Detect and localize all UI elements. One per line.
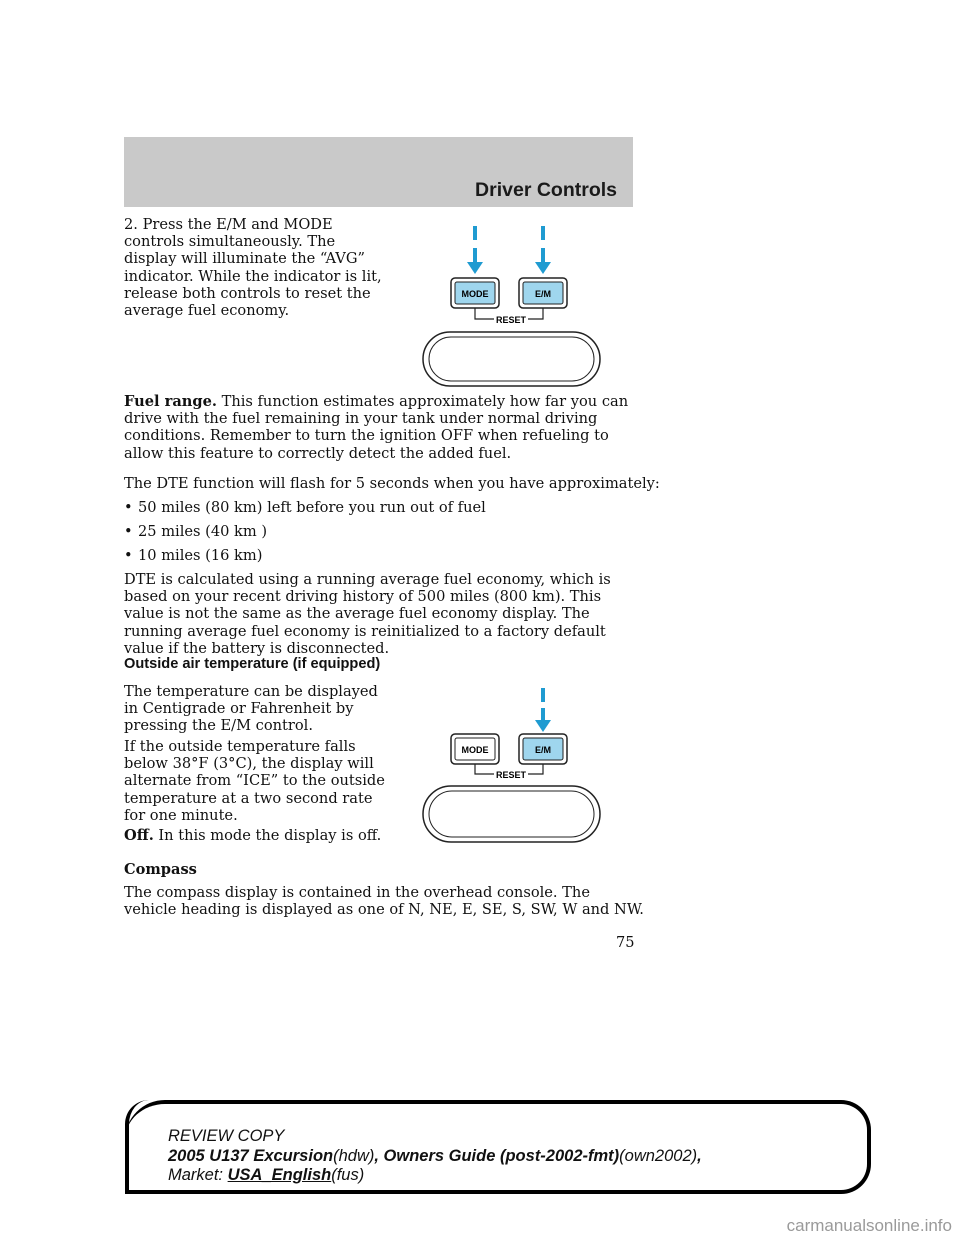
temperature-controls-figure [418, 686, 608, 852]
list-item: • 50 miles (80 km) left before you run out of fuel [124, 499, 486, 516]
mode-label: MODE [461, 745, 489, 755]
compass-text: The compass display is contained in the overhead console. The vehicle heading is displayed as one of N, NE, E, SE, S, SW, W and NW. [124, 884, 644, 919]
reset-label: RESET [495, 315, 527, 325]
document-info-line: 2005 U137 Excursion(hdw), Owners Guide (post-2002-fmt)(own2002), [168, 1147, 702, 1165]
step-2-text: 2. Press the E/M and MODE controls simultaneously. The display will illuminate the “AVG” indicator. While the indicator is lit, release both controls to reset the average fuel economy. [124, 216, 382, 320]
list-item: • 10 miles (16 km) [124, 547, 263, 564]
bullet-icon: • [124, 547, 133, 564]
fuel-range-label: Fuel range. [124, 393, 217, 410]
reset-label: RESET [495, 770, 527, 780]
page-number: 75 [616, 934, 635, 951]
temp-ice-text: If the outside temperature falls below 38°F (3°C), the display will alternate from “ICE” to the outside temperature at a two second rate for one minute. [124, 738, 385, 824]
mode-arrow-icon [467, 226, 483, 274]
section-title: Driver Controls [475, 179, 617, 201]
em-arrow-icon [535, 226, 551, 274]
display-window [423, 786, 600, 842]
bullet-icon: • [124, 499, 133, 516]
em-label: E/M [534, 289, 552, 299]
review-copy-line: REVIEW COPY [168, 1127, 285, 1145]
off-paragraph [124, 827, 404, 844]
compass-heading: Compass [124, 861, 197, 878]
fuel-range-text: This function estimates approximately how far you can drive with the fuel remaining in your tank under normal driving conditions. Remember to turn the ignition OFF when refueling to allow this feature to correctly detect the added fuel. [124, 393, 629, 462]
em-arrow-icon [535, 688, 551, 732]
em-label: E/M [534, 745, 552, 755]
fuel-range-paragraph [124, 393, 644, 462]
mode-label: MODE [461, 289, 489, 299]
reset-controls-figure [418, 222, 608, 388]
display-window [423, 332, 600, 386]
off-label: Off. [124, 827, 154, 844]
list-item: • 25 miles (40 km ) [124, 523, 268, 540]
dte-flash-text: The DTE function will flash for 5 seconds when you have approximately: [124, 475, 660, 492]
dte-calc-text: DTE is calculated using a running average fuel economy, which is based on your recent driving history of 500 miles (800 km). This value is not the same as the average fuel economy display. The running average fuel economy is reinitialized to a factory default value if the battery is disconnected. [124, 571, 611, 657]
outside-air-heading: Outside air temperature (if equipped) [124, 656, 381, 672]
market-line: Market: USA_English(fus) [168, 1166, 365, 1184]
off-text: In this mode the display is off. [158, 827, 382, 844]
bullet-icon: • [124, 523, 133, 540]
section-header [124, 137, 633, 207]
watermark: carmanualsonline.info [786, 1216, 952, 1235]
temp-display-text: The temperature can be displayed in Centigrade or Fahrenheit by pressing the E/M control. [124, 683, 378, 735]
